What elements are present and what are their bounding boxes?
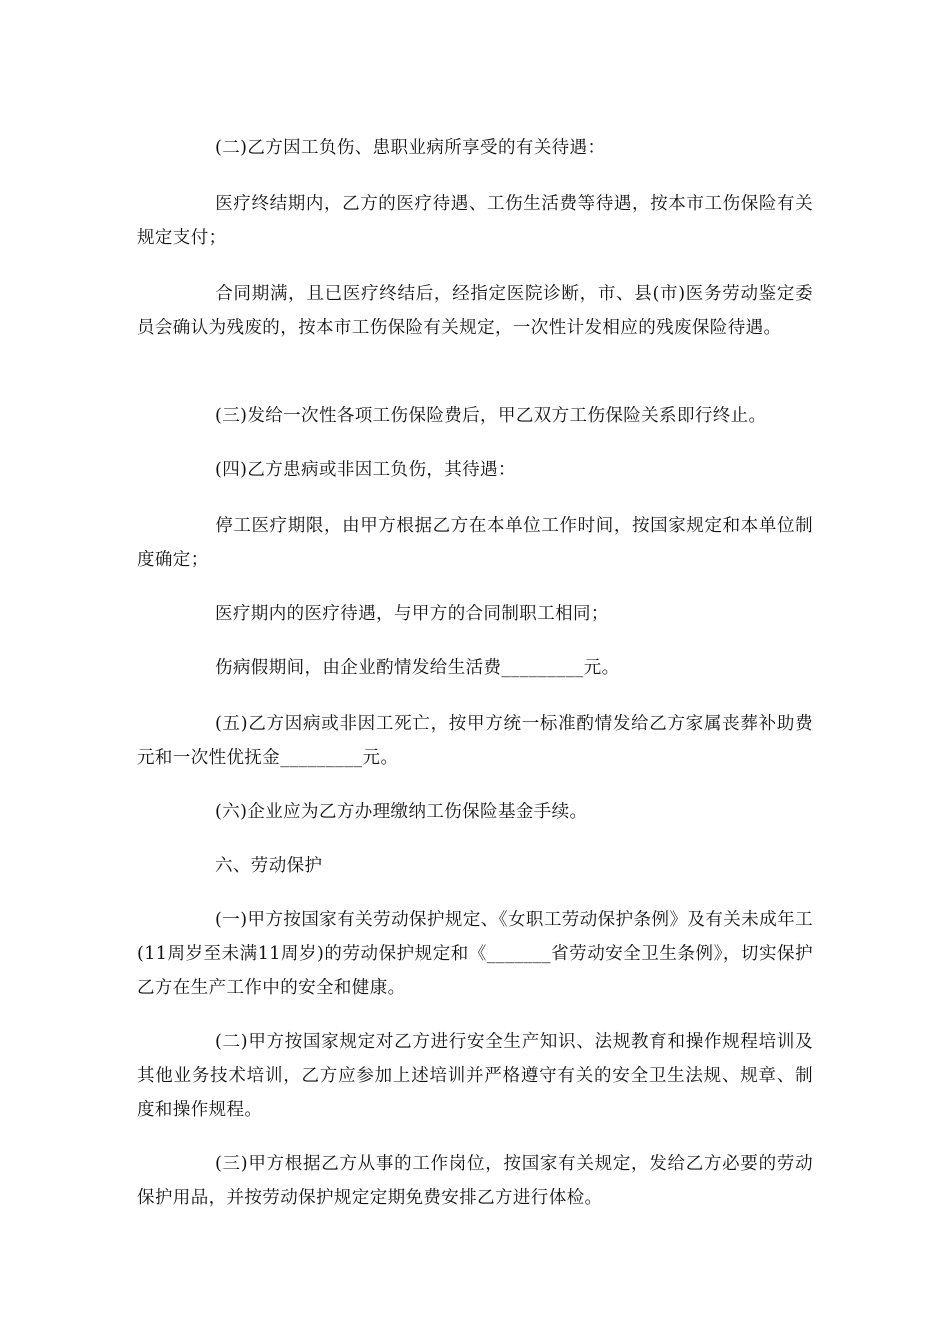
paragraph-insurance-fund: (六)企业应为乙方办理缴纳工伤保险基金手续。 <box>215 802 588 822</box>
paragraph-sick-leave-period: 停工医疗期限，由甲方根据乙方在本单位工作时间，按国家规定和本单位制度确定； <box>137 516 813 570</box>
paragraph-insurance-termination: (三)发给一次性各项工伤保险费后，甲乙双方工伤保险关系即行终止。 <box>215 406 767 426</box>
paragraph-injury-benefits-heading: (二)乙方因工负伤、患职业病所享受的有关待遇： <box>215 138 606 158</box>
paragraph-protection-regulations: (一)甲方按国家有关劳动保护规定、《女职工劳动保护条例》及有关未成年工(11周岁至未满11周岁)的劳动保护规定和《_______省劳动安全卫生条例》，切实保护乙方在生产工作中的安全和健康。 <box>137 910 813 998</box>
paragraph-death-benefits: (五)乙方因病或非因工死亡，按甲方统一标准酌情发给乙方家属丧葬补助费元和一次性优抚金_________元。 <box>137 714 813 768</box>
section-heading-labor-protection: 六、劳动保护 <box>215 856 323 876</box>
paragraph-protective-equipment: (三)甲方根据乙方从事的工作岗位，按国家有关规定，发给乙方必要的劳动保护用品，并按劳动保护规定定期免费安排乙方进行体检。 <box>137 1154 813 1208</box>
paragraph-disability-benefits: 合同期满，且已医疗终结后，经指定医院诊断，市、县(市)医务劳动鉴定委员会确认为残废的，按本市工伤保险有关规定，一次性计发相应的残废保险待遇。 <box>137 284 813 338</box>
paragraph-illness-heading: (四)乙方患病或非因工负伤，其待遇： <box>215 460 516 480</box>
paragraph-medical-treatment-period: 医疗终结期内，乙方的医疗待遇、工伤生活费等待遇，按本市工伤保险有关规定支付； <box>137 194 813 248</box>
paragraph-medical-period-treatment: 医疗期内的医疗待遇，与甲方的合同制职工相同； <box>215 604 609 624</box>
paragraph-safety-training: (二)甲方按国家规定对乙方进行安全生产知识、法规教育和操作规程培训及其他业务技术培训，乙方应参加上述培训并严格遵守有关的安全卫生法规、规章、制度和操作规程。 <box>137 1032 813 1120</box>
paragraph-sick-leave-allowance: 伤病假期间，由企业酌情发给生活费_________元。 <box>215 658 620 678</box>
